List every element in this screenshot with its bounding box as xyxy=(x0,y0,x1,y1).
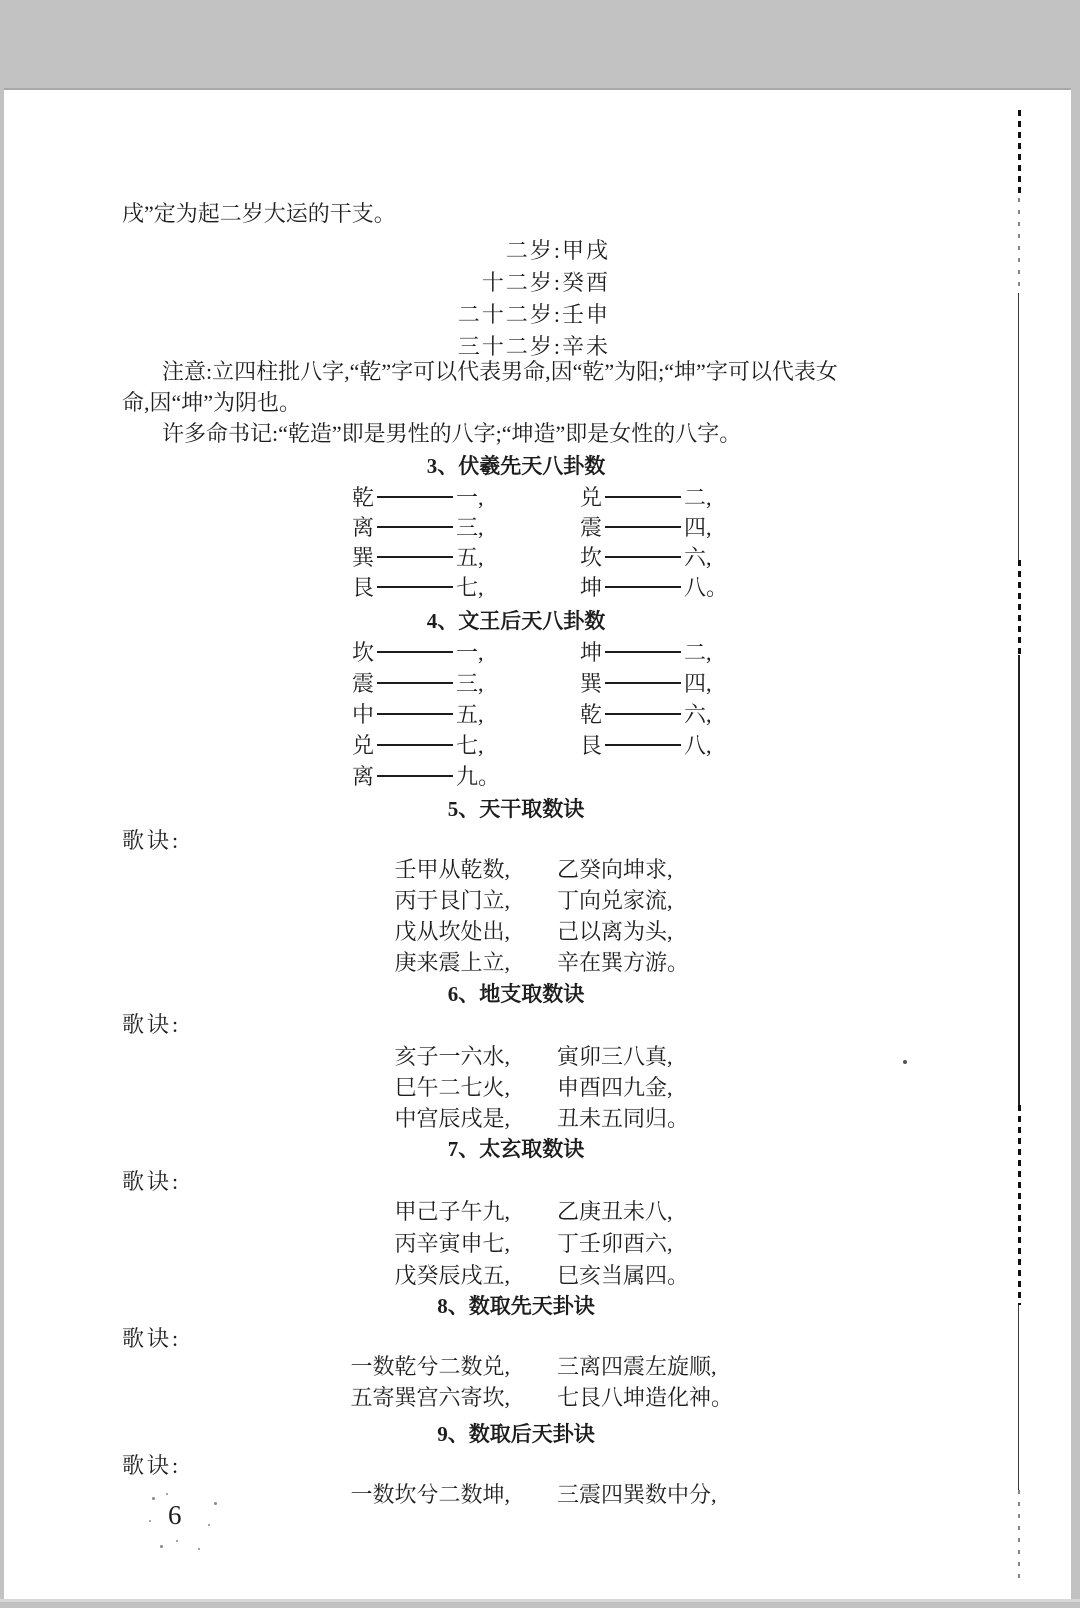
section-heading: 4、文王后天八卦数 xyxy=(426,609,606,633)
section-heading: 7、太玄取数诀 xyxy=(447,1137,585,1161)
dash-rule xyxy=(605,744,681,746)
poem-phrase: 丙于艮门立, xyxy=(394,888,510,913)
poem-phrase: 乙癸向坤求, xyxy=(557,857,673,882)
remark-line: 许多命书记:“乾造”即是男性的八字;“坤造”即是女性的八字。 xyxy=(162,421,742,446)
table-cell xyxy=(352,577,484,599)
trigram-name: 乾 xyxy=(352,485,375,510)
trigram-name: 乾 xyxy=(580,702,603,727)
table-row xyxy=(0,766,1080,797)
poem-phrase: 巳午二七火, xyxy=(394,1075,510,1100)
dash-rule xyxy=(377,682,453,684)
poem-phrase: 丁壬卯酉六, xyxy=(557,1231,673,1256)
table-cell xyxy=(580,642,712,664)
trigram-name: 中 xyxy=(352,702,375,727)
houtian-bagua-table xyxy=(0,642,1080,797)
trigram-number: 一, xyxy=(456,485,484,510)
poem-phrase: 亥子一六水, xyxy=(394,1044,510,1069)
note-line: 命,因“坤”为阴也。 xyxy=(122,390,302,415)
tiangan-poem xyxy=(0,859,1080,983)
trigram-number: 一, xyxy=(456,640,484,665)
poem-line xyxy=(0,1233,1080,1265)
trigram-name: 离 xyxy=(352,515,375,540)
scan-speckle xyxy=(214,1502,217,1505)
poem-phrase: 丙辛寅申七, xyxy=(394,1231,510,1256)
table-row xyxy=(0,577,1080,607)
poem-phrase: 寅卯三八真, xyxy=(557,1044,673,1069)
poem-phrase: 中宫辰戌是, xyxy=(394,1106,510,1131)
age-line: 二十二岁:壬申 xyxy=(457,302,610,327)
table-cell xyxy=(580,735,712,757)
poem-phrase: 五寄巽宫六寄坎, xyxy=(350,1385,510,1410)
poem-phrase: 戊从坎处出, xyxy=(394,919,510,944)
table-cell xyxy=(580,704,712,726)
trigram-number: 二, xyxy=(684,485,712,510)
trigram-name: 艮 xyxy=(580,733,603,758)
poem-phrase: 丁向兑家流, xyxy=(557,888,673,913)
trigram-number: 四, xyxy=(684,515,712,540)
table-row xyxy=(0,704,1080,735)
table-cell xyxy=(352,673,484,695)
trigram-number: 七, xyxy=(456,575,484,600)
dash-rule xyxy=(377,526,453,528)
page-number: 6 xyxy=(168,1500,182,1530)
scan-speckle xyxy=(903,1060,907,1064)
trigram-name: 坎 xyxy=(352,640,375,665)
trigram-name: 坎 xyxy=(580,545,603,570)
poem-line xyxy=(0,952,1080,983)
table-row xyxy=(0,735,1080,766)
scan-border-top xyxy=(0,0,1080,90)
poem-phrase: 三震四巽数中分, xyxy=(557,1482,717,1507)
poem-line xyxy=(0,1046,1080,1077)
trigram-name: 艮 xyxy=(352,575,375,600)
trigram-number: 六, xyxy=(684,702,712,727)
dash-rule xyxy=(605,526,681,528)
trigram-number: 九。 xyxy=(456,764,501,789)
poem-phrase: 辛在巽方游。 xyxy=(557,950,690,975)
table-row xyxy=(0,517,1080,547)
poem-phrase: 壬甲从乾数, xyxy=(394,857,510,882)
scan-speckle xyxy=(160,1545,163,1548)
intro-text: 戌”定为起二岁大运的干支。 xyxy=(122,201,396,226)
poem-line xyxy=(0,890,1080,921)
table-cell xyxy=(580,517,712,539)
poem-phrase: 一数乾兮二数兑, xyxy=(350,1354,510,1379)
table-cell xyxy=(352,487,484,509)
xiantian-bagua-table xyxy=(0,487,1080,607)
scan-artifact-line xyxy=(1018,198,1020,293)
section-heading: 5、天干取数诀 xyxy=(447,797,585,821)
scan-speckle xyxy=(198,1548,200,1550)
dash-rule xyxy=(377,651,453,653)
gejue-label: 歌诀: xyxy=(122,1012,182,1037)
scan-speckle xyxy=(152,1497,155,1500)
section-heading: 9、数取后天卦诀 xyxy=(437,1422,595,1446)
table-cell xyxy=(580,547,712,569)
table-row xyxy=(0,642,1080,673)
age-line: 二岁:甲戌 xyxy=(505,238,610,263)
trigram-name: 坤 xyxy=(580,575,603,600)
dash-rule xyxy=(605,496,681,498)
table-row xyxy=(0,673,1080,704)
poem-phrase: 己以离为头, xyxy=(557,919,673,944)
table-cell xyxy=(352,704,484,726)
trigram-number: 五, xyxy=(456,545,484,570)
poem-line xyxy=(0,1484,1080,1515)
section-heading: 3、伏羲先天八卦数 xyxy=(426,454,606,478)
poem-line xyxy=(0,1077,1080,1108)
taixuan-poem xyxy=(0,1201,1080,1297)
dash-rule xyxy=(377,496,453,498)
poem-phrase: 三离四震左旋顺, xyxy=(557,1354,717,1379)
trigram-name: 震 xyxy=(352,671,375,696)
poem-phrase: 庚来震上立, xyxy=(394,950,510,975)
poem-phrase: 巳亥当属四。 xyxy=(557,1263,690,1288)
dash-rule xyxy=(605,682,681,684)
poem-phrase: 丑未五同归。 xyxy=(557,1106,690,1131)
gejue-label: 歌诀: xyxy=(122,1326,182,1351)
trigram-number: 三, xyxy=(456,671,484,696)
poem-phrase: 甲己子午九, xyxy=(394,1199,510,1224)
houtian-gua-poem xyxy=(0,1484,1080,1515)
scan-speckle xyxy=(176,1540,178,1542)
scan-speckle xyxy=(166,1493,168,1495)
table-cell xyxy=(580,673,712,695)
table-cell xyxy=(352,766,500,788)
xiantian-gua-poem xyxy=(0,1356,1080,1418)
poem-phrase: 七艮八坤造化神。 xyxy=(557,1385,734,1410)
age-line: 三十二岁:辛未 xyxy=(457,334,610,359)
trigram-number: 八。 xyxy=(684,575,729,600)
trigram-number: 六, xyxy=(684,545,712,570)
dash-rule xyxy=(377,586,453,588)
trigram-number: 七, xyxy=(456,733,484,758)
table-cell xyxy=(352,517,484,539)
dash-rule xyxy=(377,744,453,746)
trigram-number: 二, xyxy=(684,640,712,665)
section-heading: 6、地支取数诀 xyxy=(447,982,585,1006)
trigram-name: 巽 xyxy=(580,671,603,696)
poem-line xyxy=(0,1265,1080,1297)
trigram-name: 兑 xyxy=(352,733,375,758)
poem-line xyxy=(0,1108,1080,1139)
poem-line xyxy=(0,921,1080,952)
dash-rule xyxy=(377,713,453,715)
scan-border-bottom xyxy=(0,1599,1080,1608)
age-line: 十二岁:癸酉 xyxy=(481,270,610,295)
scan-speckle xyxy=(208,1524,210,1526)
table-cell xyxy=(352,547,484,569)
table-cell xyxy=(352,735,484,757)
poem-phrase: 戊癸辰戌五, xyxy=(394,1263,510,1288)
poem-line xyxy=(0,1387,1080,1418)
table-cell xyxy=(352,642,484,664)
dash-rule xyxy=(605,586,681,588)
poem-line xyxy=(0,1356,1080,1387)
table-row xyxy=(0,487,1080,517)
gejue-label: 歌诀: xyxy=(122,1169,182,1194)
dash-rule xyxy=(605,651,681,653)
dayun-age-list xyxy=(122,235,610,363)
trigram-name: 巽 xyxy=(352,545,375,570)
trigram-name: 离 xyxy=(352,764,375,789)
trigram-number: 三, xyxy=(456,515,484,540)
gejue-label: 歌诀: xyxy=(122,828,182,853)
poem-phrase: 一数坎兮二数坤, xyxy=(350,1482,510,1507)
dash-rule xyxy=(605,713,681,715)
dash-rule xyxy=(377,775,453,777)
scan-speckle xyxy=(149,1520,151,1522)
trigram-number: 五, xyxy=(456,702,484,727)
poem-line xyxy=(0,1201,1080,1233)
trigram-name: 震 xyxy=(580,515,603,540)
poem-phrase: 乙庚丑未八, xyxy=(557,1199,673,1224)
trigram-name: 坤 xyxy=(580,640,603,665)
trigram-name: 兑 xyxy=(580,485,603,510)
gejue-label: 歌诀: xyxy=(122,1453,182,1478)
trigram-number: 四, xyxy=(684,671,712,696)
table-cell xyxy=(580,487,712,509)
dizhi-poem xyxy=(0,1046,1080,1139)
dash-rule xyxy=(605,556,681,558)
note-line: 注意:立四柱批八字,“乾”字可以代表男命,因“乾”为阳;“坤”字可以代表女 xyxy=(162,359,838,384)
poem-line xyxy=(0,859,1080,890)
section-heading: 8、数取先天卦诀 xyxy=(437,1294,595,1318)
trigram-number: 八, xyxy=(684,733,712,758)
table-cell xyxy=(580,577,728,599)
dash-rule xyxy=(377,556,453,558)
scan-artifact-line xyxy=(1018,110,1021,198)
table-row xyxy=(0,547,1080,577)
poem-phrase: 申酉四九金, xyxy=(557,1075,673,1100)
